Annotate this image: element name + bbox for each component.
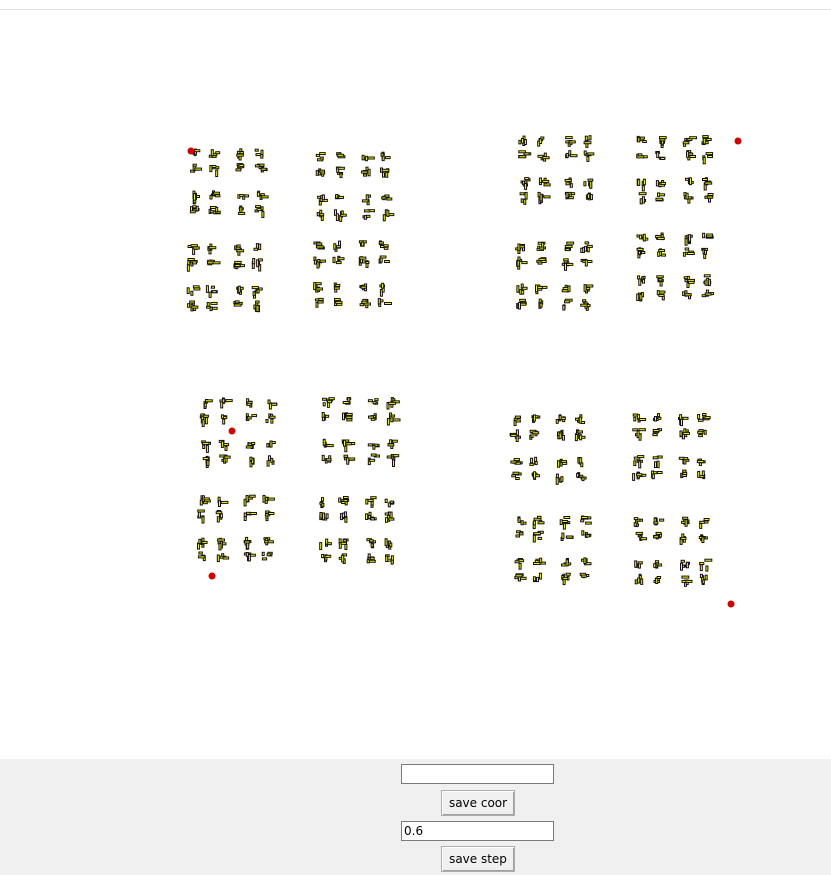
pattern-glyph [387, 413, 400, 425]
pattern-glyph [633, 414, 645, 422]
pattern-glyph [367, 539, 376, 548]
pattern-glyph [360, 299, 370, 307]
pattern-glyph [686, 178, 694, 185]
pattern-glyph [252, 287, 262, 299]
pattern-glyph [340, 512, 347, 522]
pattern-glyph [635, 574, 643, 584]
pattern-glyph [323, 398, 335, 408]
pattern-glyph [702, 248, 708, 258]
pattern-glyph [244, 537, 251, 549]
pattern-glyph [187, 259, 197, 272]
pattern-glyph [264, 538, 273, 545]
pattern-glyph [530, 430, 539, 439]
pattern-glyph [379, 256, 389, 263]
corner-marker [209, 573, 216, 580]
pattern-glyph [698, 430, 707, 437]
pattern-glyph [680, 534, 686, 544]
pattern-glyph [580, 573, 589, 577]
pattern-glyph [244, 553, 255, 561]
pattern-glyph [267, 456, 274, 466]
pattern-glyph [637, 154, 648, 158]
pattern-glyph [697, 459, 705, 465]
pattern-glyph [235, 245, 244, 255]
pattern-glyph [652, 471, 663, 479]
pattern-glyph [388, 440, 397, 449]
pattern-glyph [703, 153, 713, 164]
pattern-glyph [658, 249, 666, 256]
pattern-glyph [188, 301, 198, 311]
pattern-glyph [219, 440, 228, 450]
pattern-glyph [515, 559, 524, 570]
pattern-glyph [532, 415, 540, 423]
pattern-glyph [234, 261, 245, 268]
save-coor-button[interactable]: save coor [441, 790, 515, 816]
pattern-glyph [656, 181, 665, 187]
pattern-glyph [344, 455, 355, 464]
pattern-glyph [681, 470, 687, 477]
pattern-glyph [586, 193, 592, 200]
pattern-glyph [209, 150, 219, 158]
pattern-glyph [359, 257, 369, 268]
pattern-glyph [193, 191, 200, 204]
window-top-edge [0, 0, 831, 10]
pattern-glyph [562, 285, 570, 292]
pattern-glyph [247, 399, 252, 407]
pattern-glyph [700, 519, 709, 529]
pattern-glyph [519, 136, 527, 145]
pattern-glyph [314, 257, 326, 268]
pattern-glyph [315, 298, 323, 307]
pattern-glyph [336, 167, 344, 177]
pattern-glyph [255, 206, 264, 218]
pattern-glyph [320, 513, 328, 521]
pattern-glyph [257, 191, 268, 199]
pattern-glyph [200, 414, 208, 427]
pattern-glyph [581, 300, 590, 311]
pattern-glyph [565, 242, 574, 251]
pattern-glyph [558, 459, 567, 467]
coor-input[interactable] [401, 764, 554, 784]
pattern-glyph [318, 195, 328, 205]
pattern-glyph [237, 286, 244, 294]
pattern-glyph [320, 539, 332, 550]
pattern-glyph [684, 276, 694, 287]
pattern-glyph [337, 153, 345, 158]
pattern-glyph [210, 191, 220, 199]
step-input[interactable] [401, 821, 554, 841]
pattern-glyph [220, 455, 230, 463]
pattern-glyph [653, 414, 661, 421]
pattern-glyph [653, 456, 662, 468]
pattern-glyph [383, 210, 394, 221]
pattern-glyph [584, 285, 593, 293]
pattern-glyph [366, 512, 377, 520]
pattern-glyph [653, 429, 662, 436]
pattern-glyph [339, 497, 349, 505]
pattern-glyph [387, 455, 399, 467]
pattern-glyph [366, 497, 376, 508]
pattern-glyph [584, 179, 593, 188]
pattern-glyph [683, 291, 692, 299]
pattern-glyph [385, 499, 394, 507]
pattern-glyph [380, 283, 385, 296]
pattern-glyph [685, 235, 692, 246]
pattern-glyph [581, 516, 592, 524]
pattern-glyph [236, 164, 244, 171]
pattern-glyph [381, 152, 390, 160]
pattern-glyph [637, 136, 646, 142]
pattern-glyph [320, 498, 324, 508]
pattern-glyph [679, 415, 689, 426]
corner-marker [188, 148, 195, 155]
pattern-glyph [335, 299, 343, 306]
pattern-glyph [560, 517, 570, 530]
pattern-glyph [334, 283, 340, 292]
pattern-glyph [687, 151, 696, 160]
pattern-glyph [582, 558, 592, 565]
pattern-glyph [575, 430, 585, 441]
pattern-glyph [333, 256, 344, 263]
pattern-glyph [516, 531, 523, 537]
pattern-glyph [511, 459, 522, 465]
pattern-glyph [558, 430, 565, 440]
pattern-glyph [533, 516, 544, 528]
pattern-glyph [382, 195, 392, 200]
pattern-glyph [210, 166, 219, 177]
pattern-glyph [657, 291, 665, 300]
pattern-glyph [203, 456, 209, 467]
pattern-glyph [263, 495, 274, 503]
pattern-glyph [343, 413, 353, 421]
pattern-glyph [637, 248, 645, 258]
pattern-glyph [584, 136, 591, 148]
pattern-glyph [252, 259, 262, 272]
pattern-glyph [654, 532, 662, 539]
pattern-glyph [533, 573, 541, 581]
pattern-glyph [363, 210, 375, 220]
pattern-glyph [538, 192, 550, 203]
pattern-glyph [520, 192, 527, 204]
pattern-glyph [577, 473, 587, 481]
pattern-glyph [565, 178, 572, 187]
pattern-glyph [367, 554, 375, 563]
pattern-glyph [207, 302, 218, 310]
pattern-glyph [538, 137, 544, 146]
image-canvas[interactable] [0, 10, 831, 759]
pattern-glyph [660, 137, 667, 148]
pattern-glyph [255, 149, 263, 158]
pattern-glyph [681, 560, 690, 570]
pattern-glyph [638, 276, 646, 285]
pattern-glyph [514, 416, 520, 425]
pattern-glyph [316, 169, 324, 176]
pattern-glyph [682, 576, 692, 586]
pattern-glyph [207, 260, 220, 265]
pattern-glyph [217, 554, 228, 562]
pattern-glyph [218, 538, 226, 550]
pattern-glyph [339, 554, 346, 564]
pattern-glyph [238, 206, 244, 214]
pattern-glyph [266, 414, 275, 423]
pattern-glyph [633, 472, 646, 480]
pattern-glyph [517, 299, 527, 309]
pattern-glyph [581, 242, 593, 253]
pattern-glyph [654, 518, 664, 525]
pattern-glyph [510, 430, 520, 442]
pattern-glyph [533, 531, 543, 542]
pattern-glyph [268, 400, 277, 409]
pattern-glyph [637, 234, 648, 241]
pattern-glyph [562, 559, 571, 567]
pattern-glyph [539, 299, 543, 308]
pattern-glyph [246, 443, 254, 449]
pattern-glyph [246, 414, 256, 421]
pattern-glyph [515, 574, 526, 581]
corner-marker [229, 428, 236, 435]
pattern-glyph [335, 210, 347, 222]
pattern-glyph [206, 286, 217, 298]
pattern-glyph [343, 398, 351, 405]
pattern-glyph [565, 192, 574, 198]
pattern-glyph [518, 517, 526, 525]
pattern-glyph [244, 512, 256, 520]
pattern-glyph [322, 555, 331, 562]
pattern-glyph [534, 558, 546, 564]
pattern-glyph [218, 497, 228, 506]
pattern-glyph [578, 458, 583, 467]
pattern-glyph [639, 193, 646, 204]
pattern-glyph [654, 561, 662, 568]
pattern-glyph [202, 441, 211, 453]
pattern-glyph [703, 233, 714, 238]
control-panel [0, 759, 831, 875]
pattern-glyph [679, 457, 689, 464]
pattern-glyph [387, 398, 399, 409]
pattern-glyph [238, 195, 249, 200]
pattern-glyph [262, 552, 272, 560]
pattern-glyph [683, 137, 696, 147]
pattern-glyph [316, 153, 325, 161]
pattern-glyph [191, 164, 202, 172]
pattern-glyph [532, 472, 539, 480]
pattern-glyph [204, 400, 212, 409]
pattern-glyph [538, 153, 549, 161]
corner-marker [735, 138, 742, 145]
pattern-glyph [584, 151, 594, 161]
pattern-glyph [566, 137, 576, 147]
pattern-glyph [314, 242, 324, 249]
pattern-glyph [254, 301, 260, 312]
pattern-glyph [339, 539, 348, 550]
pattern-glyph [209, 207, 220, 214]
pattern-glyph [198, 510, 205, 523]
pattern-glyph [698, 414, 711, 422]
pattern-glyph [704, 275, 711, 286]
calibration-pattern-image[interactable] [0, 10, 831, 759]
pattern-glyph [536, 285, 547, 294]
pattern-glyph [700, 559, 712, 571]
pattern-glyph [699, 535, 707, 543]
pattern-glyph [317, 210, 323, 220]
pattern-glyph [200, 496, 210, 505]
pattern-glyph [519, 151, 531, 158]
pattern-glyph [267, 441, 276, 447]
pattern-glyph [517, 257, 528, 269]
pattern-glyph [359, 241, 366, 246]
pattern-glyph [702, 136, 711, 145]
pattern-glyph [566, 151, 577, 158]
pattern-glyph [634, 456, 644, 468]
save-step-button[interactable]: save step [441, 846, 515, 872]
pattern-glyph [637, 293, 644, 301]
pattern-glyph [705, 194, 713, 203]
pattern-glyph [637, 179, 645, 191]
pattern-glyph [265, 511, 274, 521]
corner-marker [728, 601, 735, 608]
pattern-glyph [683, 248, 694, 256]
pattern-glyph [188, 245, 199, 255]
pattern-glyph [635, 561, 643, 568]
pattern-glyph [654, 577, 661, 584]
pattern-glyph [221, 415, 226, 424]
pattern-glyph [362, 155, 374, 160]
pattern-glyph [244, 495, 255, 506]
pattern-glyph [698, 471, 705, 479]
pattern-glyph [682, 517, 689, 526]
pattern-glyph [556, 415, 565, 423]
pattern-glyph [198, 538, 208, 549]
pattern-glyph [633, 429, 646, 441]
pattern-glyph [385, 512, 394, 522]
pattern-glyph [322, 455, 331, 463]
pattern-glyph [539, 178, 550, 186]
pattern-glyph [187, 286, 200, 296]
pattern-glyph [656, 152, 665, 160]
pattern-glyph [703, 178, 712, 190]
pattern-glyph [702, 290, 713, 297]
pattern-glyph [657, 276, 664, 286]
pattern-glyph [576, 415, 585, 424]
pattern-glyph [314, 283, 323, 292]
pattern-glyph [250, 457, 254, 467]
pattern-glyph [381, 168, 389, 177]
pattern-glyph [562, 259, 573, 271]
pattern-glyph [521, 178, 530, 190]
pattern-glyph [237, 149, 244, 160]
pattern-glyph [342, 440, 354, 452]
pattern-glyph [369, 414, 377, 421]
pattern-glyph [684, 193, 693, 204]
pattern-glyph [512, 472, 521, 479]
pattern-glyph [530, 457, 537, 465]
pattern-glyph [378, 299, 391, 307]
pattern-glyph [537, 258, 546, 264]
pattern-glyph [334, 241, 341, 251]
pattern-glyph [517, 284, 527, 294]
pattern-glyph [379, 241, 388, 249]
pattern-glyph [561, 533, 573, 540]
pattern-glyph [360, 284, 367, 291]
pattern-glyph [556, 474, 563, 484]
pattern-glyph [700, 574, 707, 584]
pattern-glyph [680, 429, 690, 439]
pattern-glyph [368, 399, 378, 405]
pattern-glyph [386, 555, 394, 564]
pattern-glyph [368, 444, 379, 449]
pattern-glyph [634, 518, 642, 527]
pattern-glyph [362, 195, 370, 205]
pattern-glyph [234, 301, 242, 306]
pattern-glyph [208, 244, 216, 254]
pattern-glyph [216, 511, 222, 523]
pattern-glyph [537, 242, 545, 250]
pattern-glyph [220, 398, 232, 408]
pattern-glyph [385, 539, 392, 549]
pattern-glyph [322, 413, 328, 421]
pattern-glyph [323, 439, 333, 447]
pattern-glyph [582, 531, 591, 538]
pattern-glyph [254, 244, 261, 251]
pattern-glyph [362, 167, 371, 176]
pattern-glyph [636, 532, 647, 540]
pattern-glyph [581, 259, 592, 266]
pattern-glyph [562, 573, 571, 584]
pattern-glyph [255, 164, 267, 172]
pattern-glyph [190, 206, 199, 213]
pattern-glyph [198, 552, 205, 561]
pattern-glyph [368, 454, 379, 465]
pattern-glyph [336, 195, 344, 199]
pattern-glyph [656, 233, 665, 240]
pattern-glyph [656, 193, 665, 201]
glyph-grid [187, 136, 713, 587]
pattern-glyph [516, 244, 525, 254]
pattern-glyph [563, 299, 572, 310]
